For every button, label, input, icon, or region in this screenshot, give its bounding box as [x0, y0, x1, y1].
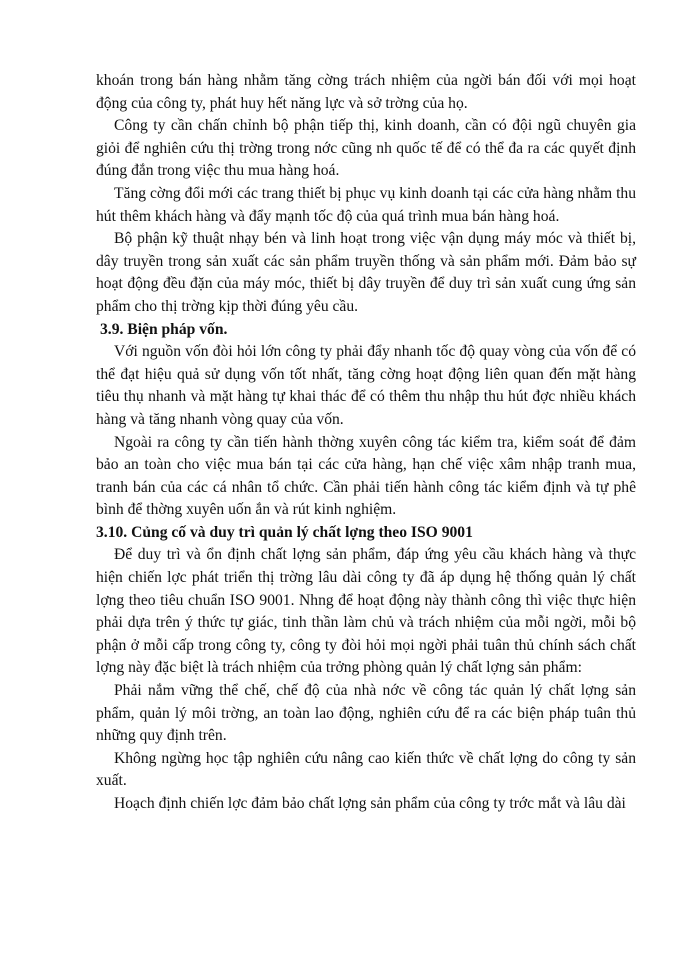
paragraph-quality-strategy: Hoạch định chiến lợc đảm bảo chất lợng sản phẩm của công ty trớc mắt và lâu dài	[114, 795, 626, 812]
paragraph-iso-quality-system: Để duy trì và ổn định chất lợng sản phẩm, đáp ứng yêu cầu khách hàng và thực hiện chiến lợc phát triển thị trờng lâu dài công ty đã áp dụng hệ thống quản lý chất lợng theo tiêu chuẩn ISO 9001. Nhng để hoạt động này thành công thì việc thực hiện phải dựa trên ý thức tự giác, tinh thần làm chủ và trách nhiệm của mỗi ngời, mỗi bộ phận ở mỗi cấp trong công ty, công ty đòi hỏi mọi ngời phải tuân thủ chính sách chất lợng này đặc biệt là trách nhiệm của trởng phòng quản lý chất lợng sản phẩm:	[96, 546, 636, 677]
section-heading-iso-quality: 3.10. Củng cố và duy trì quản lý chất lợng theo ISO 9001	[96, 523, 473, 541]
paragraph-marketing-department: Công ty cần chấn chỉnh bộ phận tiếp thị, kinh doanh, cần có đội ngũ chuyên gia giỏi để nghiên cứu thị trờng trong nớc cũng nh quốc tế để có thể đa ra các quyết định đúng đắn trong việc thu mua hàng hoá.	[96, 117, 636, 180]
paragraph-technical-department: Bộ phận kỹ thuật nhạy bén và linh hoạt trong việc vận dụng máy móc và thiết bị, dây truyền trong sản xuất các sản phẩm truyền thống và sản phẩm mới. Đảm bảo sự hoạt động đều đặn của máy móc, thiết bị dây truyền để duy trì sản xuất cung ứng sản phẩm cho thị trờng kịp thời đúng yêu cầu.	[96, 230, 636, 315]
paragraph-equipment-upgrade: Tăng cờng đổi mới các trang thiết bị phục vụ kinh doanh tại các cửa hàng nhằm thu hút thêm khách hàng và đẩy mạnh tốc độ của quá trình mua bán hàng hoá.	[96, 184, 636, 225]
document-page	[96, 70, 636, 816]
section-heading-capital-measures: 3.9. Biện pháp vốn.	[100, 320, 228, 338]
paragraph-capital-turnover: Với nguồn vốn đòi hỏi lớn công ty phải đẩy nhanh tốc độ quay vòng của vốn để có thể đạt hiệu quả sử dụng vốn tốt nhất, tăng cờng hoạt động liên quan đến mặt hàng tiêu thụ nhanh và mặt hàng tự khai thác để có thêm thu nhập thu hút đợc nhiều khách hàng và tăng nhanh vòng quay của vốn.	[96, 343, 636, 428]
paragraph-inspection-control: Ngoài ra công ty cần tiến hành thờng xuyên công tác kiểm tra, kiểm soát để đảm bảo an toàn cho việc mua bán tại các cửa hàng, hạn chế việc xâm nhập tranh mua, tranh bán của các cá nhân tổ chức. Cần phải tiến hành công tác kiểm định và tự phê bình để thờng xuyên uốn ắn và rút kinh nghiệm.	[96, 433, 636, 519]
paragraph-state-regulations: Phải nắm vững thể chế, chế độ của nhà nớc về công tác quản lý chất lợng sản phẩm, quản lý môi trờng, an toàn lao động, nghiên cứu để ra các biện pháp tuân thủ những quy định trên.	[96, 682, 636, 745]
paragraph-continuous-learning: Không ngừng học tập nghiên cứu nâng cao kiến thức về chất lợng do công ty sản xuất.	[96, 749, 636, 790]
paragraph-sales-responsibility: khoán trong bán hàng nhằm tăng cờng trách nhiệm của ngời bán đối với mọi hoạt động của công ty, phát huy hết năng lực và sở trờng của họ.	[96, 72, 636, 112]
